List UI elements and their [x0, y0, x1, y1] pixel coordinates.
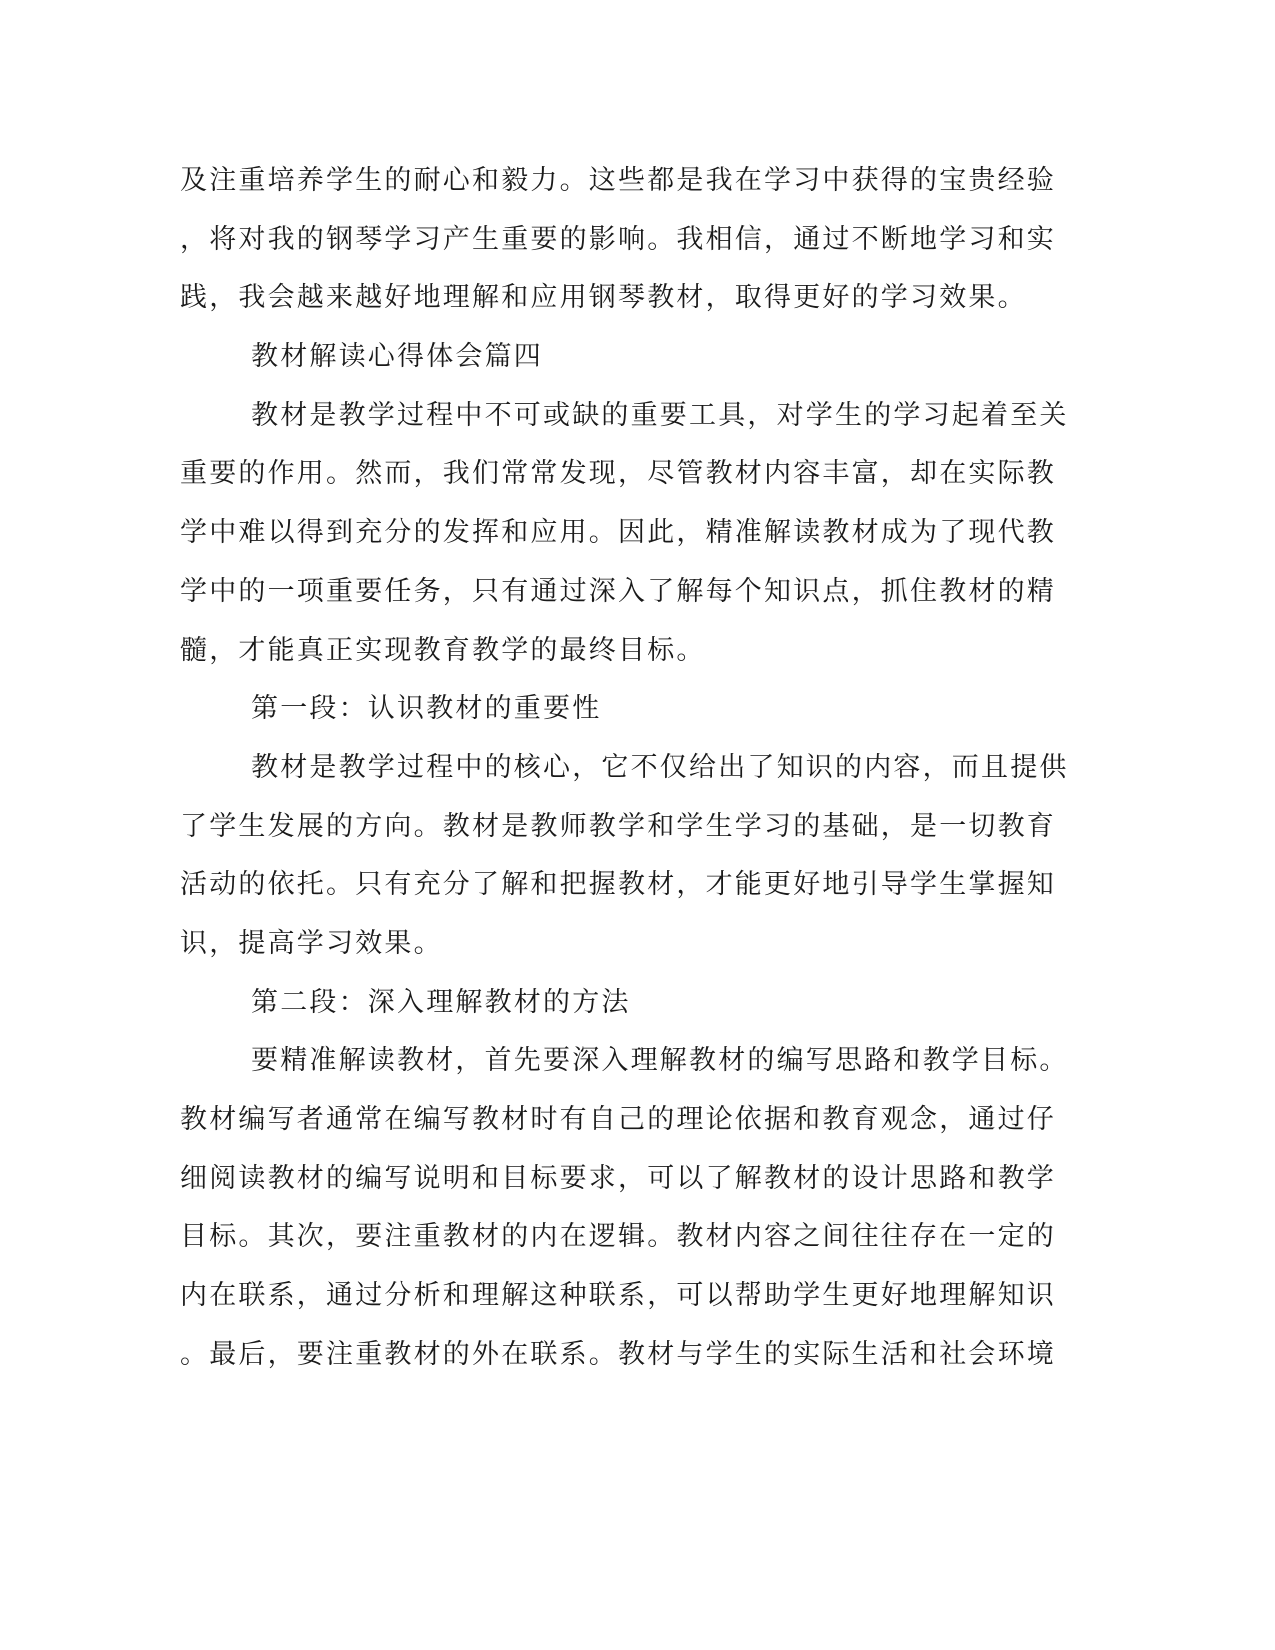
text-line: 教材是教学过程中的核心，它不仅给出了知识的内容，而且提供: [251, 752, 1069, 783]
text-line: ，将对我的钢琴学习产生重要的影响。我相信，通过不断地学习和实: [180, 224, 1056, 255]
text-line: 目标。其次，要注重教材的内在逻辑。教材内容之间往往存在一定的: [180, 1221, 1056, 1252]
text-line: 及注重培养学生的耐心和毅力。这些都是我在学习中获得的宝贵经验: [180, 165, 1056, 196]
section-heading: 教材解读心得体会篇四: [251, 341, 543, 372]
text-line: 了学生发展的方向。教材是教师教学和学生学习的基础，是一切教育: [180, 811, 1056, 842]
section-heading: 第一段：认识教材的重要性: [251, 693, 602, 724]
text-line: 识，提高学习效果。: [180, 928, 443, 959]
text-line: 内在联系，通过分析和理解这种联系，可以帮助学生更好地理解知识: [180, 1280, 1056, 1311]
text-line: 教材编写者通常在编写教材时有自己的理论依据和教育观念，通过仔: [180, 1104, 1056, 1135]
text-line: 细阅读教材的编写说明和目标要求，可以了解教材的设计思路和教学: [180, 1163, 1056, 1194]
text-line: 活动的依托。只有充分了解和把握教材，才能更好地引导学生掌握知: [180, 869, 1056, 900]
section-heading: 第二段：深入理解教材的方法: [251, 987, 631, 1018]
text-line: 重要的作用。然而，我们常常发现，尽管教材内容丰富，却在实际教: [180, 458, 1056, 489]
text-line: 髓，才能真正实现教育教学的最终目标。: [180, 635, 706, 666]
text-line: 践，我会越来越好地理解和应用钢琴教材，取得更好的学习效果。: [180, 282, 1027, 313]
text-line: 教材是教学过程中不可或缺的重要工具，对学生的学习起着至关: [251, 400, 1069, 431]
text-line: 。最后，要注重教材的外在联系。教材与学生的实际生活和社会环境: [180, 1339, 1056, 1370]
text-line: 学中的一项重要任务，只有通过深入了解每个知识点，抓住教材的精: [180, 576, 1056, 607]
text-line: 要精准解读教材，首先要深入理解教材的编写思路和教学目标。: [251, 1045, 1069, 1076]
text-line: 学中难以得到充分的发挥和应用。因此，精准解读教材成为了现代教: [180, 517, 1056, 548]
